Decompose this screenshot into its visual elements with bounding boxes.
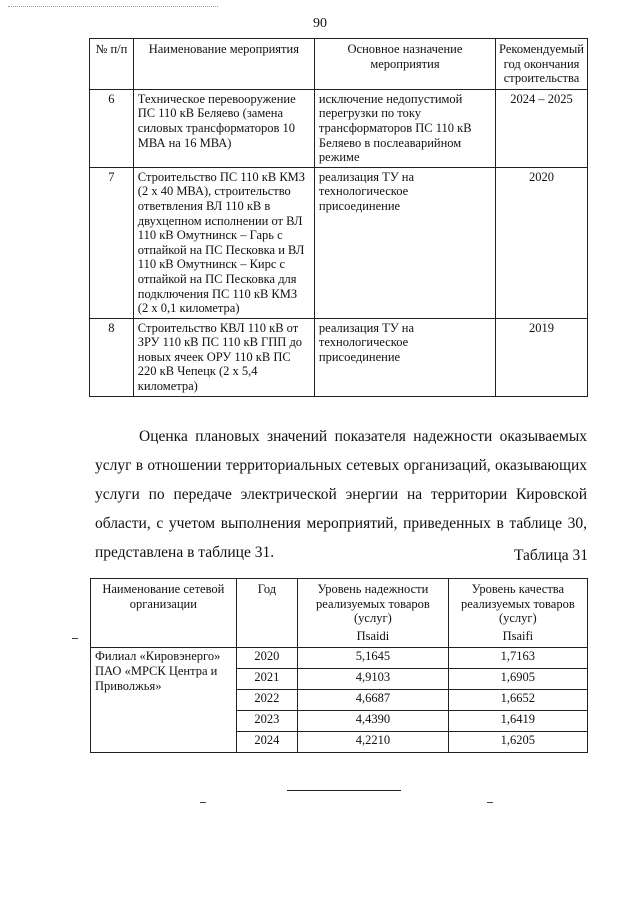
- measures-row-6: [90, 89, 588, 167]
- header-year: Год: [236, 579, 297, 648]
- reliability-value: 4,6687: [298, 690, 449, 711]
- scan-artifact: [487, 802, 493, 803]
- row-year: 2022: [236, 690, 297, 711]
- quality-value: 1,6652: [448, 690, 587, 711]
- header-quality-label: Уровень качества реализуемых товаров (услуг): [460, 582, 575, 626]
- measures-row-7: [90, 167, 588, 318]
- organization-name: Филиал «Кировэнерго» ПАО «МРСК Центра и Приволжья»: [91, 648, 237, 753]
- quality-value: 1,6419: [448, 711, 587, 732]
- row-year: 2023: [236, 711, 297, 732]
- measure-number: 6: [90, 89, 134, 167]
- measure-name: Строительство ПС 110 кВ КМЗ (2 х 40 МВА), строительство ответвления ВЛ 110 кВ в двухцепном исполнении от ВЛ 110 кВ Омутнинск – Гарь с отпайкой на ПС Песковка и ВЛ 110 кВ Омутнинск – Кирс с отпайкой на ПС Песковка для подключения ПС 110 кВ КМЗ (2 х 0,1 километра): [133, 167, 314, 318]
- reliability-value: 5,1645: [298, 648, 449, 669]
- row-year: 2021: [236, 669, 297, 690]
- measure-purpose: реализация ТУ на технологическое присоединение: [314, 318, 495, 396]
- paragraph-text: Оценка плановых значений показателя надежности оказываемых услуг в отношении территориальных сетевых организаций, оказывающих услуги по передаче электрической энергии на территории Кировской области, с учетом выполнения мероприятий, приведенных в таблице 30, представлена в таблице 31.: [95, 428, 587, 561]
- scan-artifact: [8, 6, 218, 11]
- body-paragraph: [95, 422, 587, 567]
- measure-year: 2019: [496, 318, 588, 396]
- measure-year: 2020: [496, 167, 588, 318]
- quality-value: 1,6205: [448, 732, 587, 753]
- scan-artifact: [72, 638, 78, 639]
- table-31-label: Таблица 31: [513, 547, 588, 564]
- measures-table-header-row: [90, 39, 588, 90]
- header-purpose: Основное назначение мероприятия: [314, 39, 495, 90]
- header-reliability-symbol: Пsaidi: [356, 628, 390, 643]
- quality-value: 1,7163: [448, 648, 587, 669]
- measure-name: Строительство КВЛ 110 кВ от ЗРУ 110 кВ ПС 110 кВ ГПП до новых ячеек ОРУ 110 кВ ПС 220 кВ Чепецк (2 х 5,4 километра): [133, 318, 314, 396]
- quality-value: 1,6905: [448, 669, 587, 690]
- reliability-value: 4,4390: [298, 711, 449, 732]
- header-reliability: [298, 579, 449, 648]
- table-row: [91, 648, 588, 669]
- header-number: № п/п: [90, 39, 134, 90]
- measures-row-8: [90, 318, 588, 396]
- measure-purpose: исключение недопустимой перегрузки по току трансформаторов ПС 110 кВ Беляево в послеаварийном режиме: [314, 89, 495, 167]
- header-measure-name: Наименование мероприятия: [133, 39, 314, 90]
- reliability-value: 4,2210: [298, 732, 449, 753]
- measure-number: 8: [90, 318, 134, 396]
- footnote-separator: [287, 790, 401, 791]
- reliability-table-header-row: [91, 579, 588, 648]
- header-reliability-label: Уровень надежности реализуемых товаров (услуг): [316, 582, 430, 626]
- header-completion-year: Рекомендуемый год окончания строительства: [496, 39, 588, 90]
- measure-year: 2024 – 2025: [496, 89, 588, 167]
- scan-artifact: [200, 802, 206, 803]
- row-year: 2024: [236, 732, 297, 753]
- reliability-table: [90, 578, 588, 753]
- measure-number: 7: [90, 167, 134, 318]
- reliability-value: 4,9103: [298, 669, 449, 690]
- header-quality-symbol: Пsaifi: [502, 628, 534, 643]
- row-year: 2020: [236, 648, 297, 669]
- header-quality: [448, 579, 587, 648]
- measures-table-continuation: [89, 38, 588, 397]
- measure-name: Техническое перевооружение ПС 110 кВ Беляево (замена силовых трансформаторов 10 МВА на 16 МВА): [133, 89, 314, 167]
- page-number: 90: [313, 16, 327, 31]
- header-organization: Наименование сетевой организации: [91, 579, 237, 648]
- measure-purpose: реализация ТУ на технологическое присоединение: [314, 167, 495, 318]
